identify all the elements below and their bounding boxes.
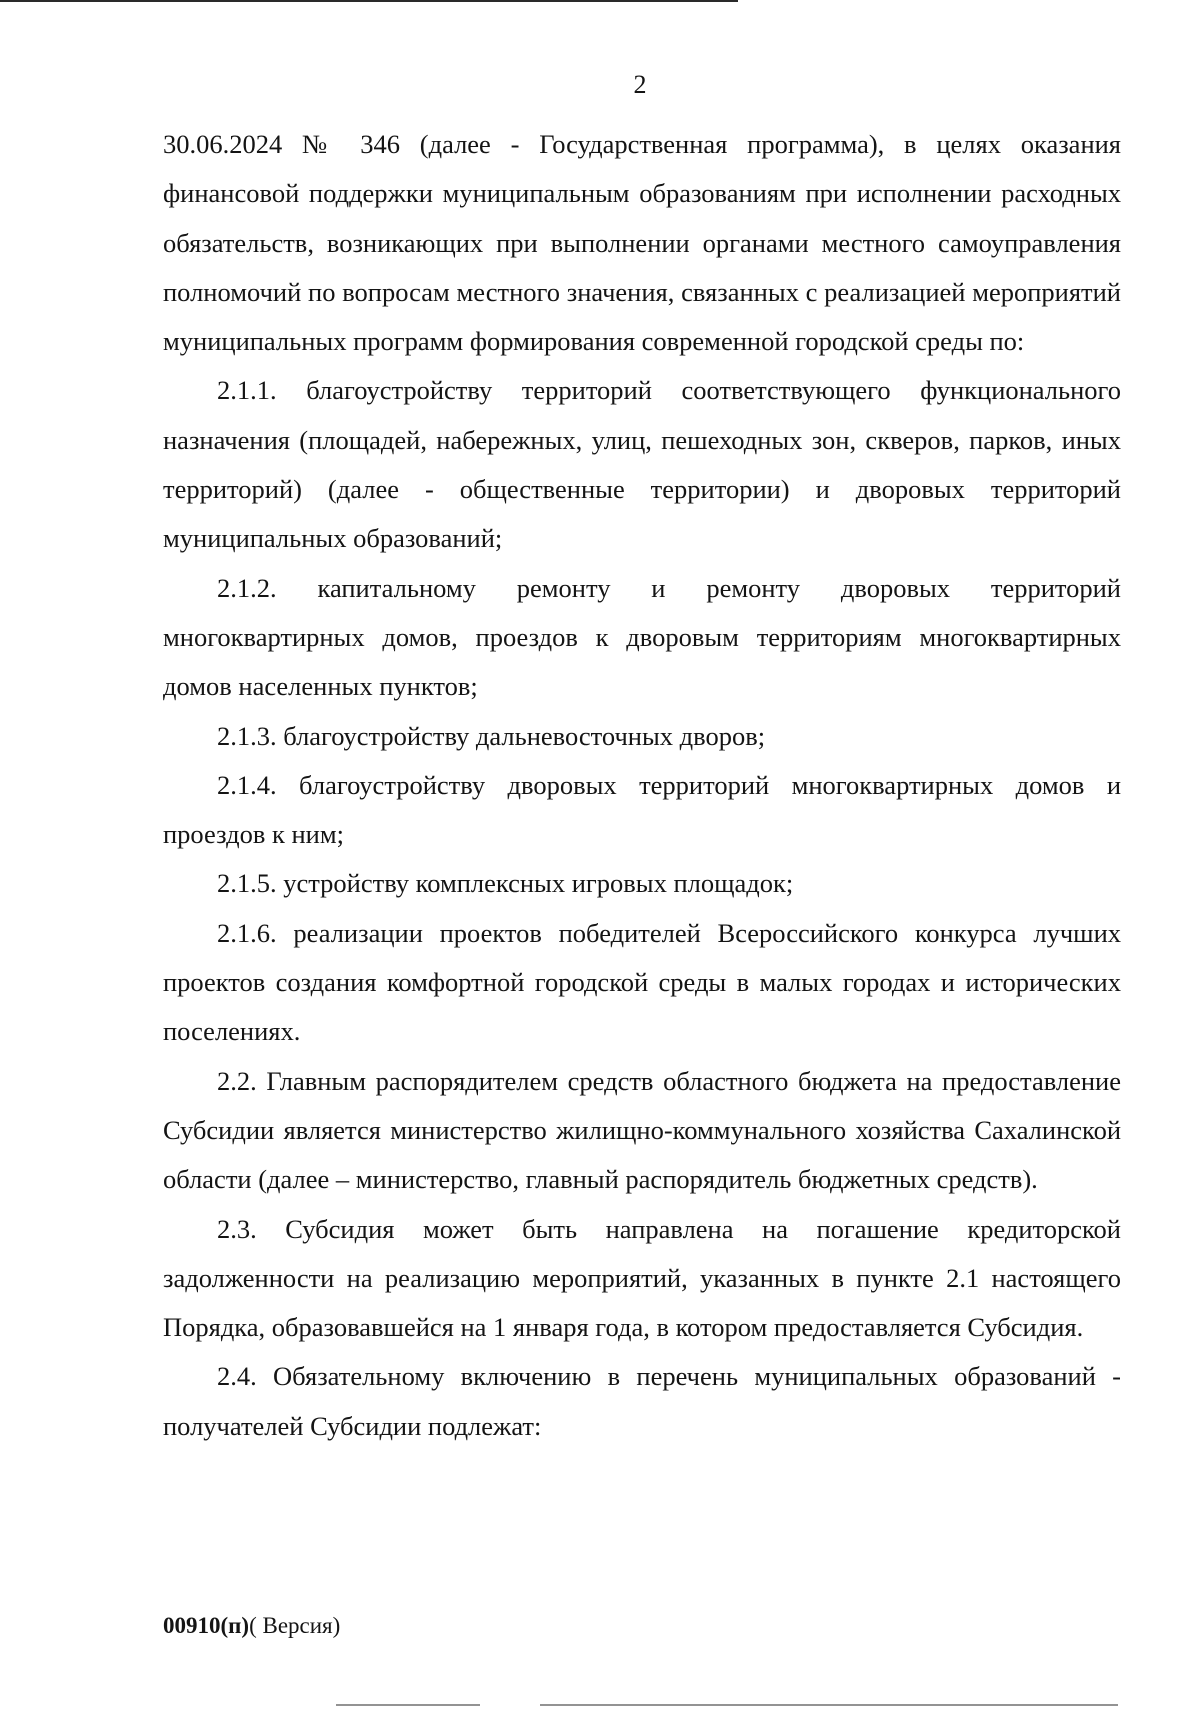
top-border-line <box>0 0 738 2</box>
bottom-scan-line <box>540 1704 1118 1706</box>
document-code: 00910(п) <box>163 1613 250 1638</box>
paragraph-intro: 30.06.2024 № 346 (далее - Государственная программа), в целях оказания финансовой поддержки муниципальным образованиям при исполнении расходных обязательств, возникающих при выполнении органами местного самоуправления полномочий по вопросам местного значения, связанных с реализацией мероприятий муниципальных программ формирования современной городской среды по: <box>163 129 1121 357</box>
paragraph-2-2: 2.2. Главным распорядителем средств областного бюджета на предоставление Субсидии является министерство жилищно-коммунального хозяйства Сахалинской области (далее – министерство, главный распорядитель бюджетных средств). <box>163 1065 1121 1195</box>
paragraph-2-1-4: 2.1.4. благоустройству дворовых территорий многоквартирных домов и проездов к ним; <box>163 769 1121 850</box>
document-body <box>163 120 1121 1451</box>
paragraph-2-1-5: 2.1.5. устройству комплексных игровых площадок; <box>217 868 794 899</box>
paragraph-2-1-2: 2.1.2. капитальному ремонту и ремонту дворовых территорий многоквартирных домов, проездов к дворовым территориям многоквартирных домов населенных пунктов; <box>163 572 1121 702</box>
paragraph-2-1-6: 2.1.6. реализации проектов победителей Всероссийского конкурса лучших проектов создания комфортной городской среды в малых городах и исторических поселениях. <box>163 917 1121 1047</box>
document-footer <box>163 1612 340 1640</box>
paragraph-2-3: 2.3. Субсидия может быть направлена на погашение кредиторской задолженности на реализацию мероприятий, указанных в пункте 2.1 настоящего Порядка, образовавшейся на 1 января года, в котором предоставляется Субсидия. <box>163 1213 1121 1343</box>
paragraph-2-1-1: 2.1.1. благоустройству территорий соответствующего функционального назначения (площадей, набережных, улиц, пешеходных зон, скверов, парков, иных территорий) (далее - общественные территории) и дворовых территорий муниципальных образований; <box>163 375 1121 554</box>
document-version: ( Версия) <box>249 1613 341 1638</box>
paragraph-2-1-3: 2.1.3. благоустройству дальневосточных дворов; <box>217 720 766 751</box>
paragraph-2-4: 2.4. Обязательному включению в перечень муниципальных образований - получателей Субсидии подлежат: <box>163 1361 1121 1441</box>
bottom-scan-line <box>336 1704 480 1706</box>
page-number: 2 <box>633 70 647 99</box>
